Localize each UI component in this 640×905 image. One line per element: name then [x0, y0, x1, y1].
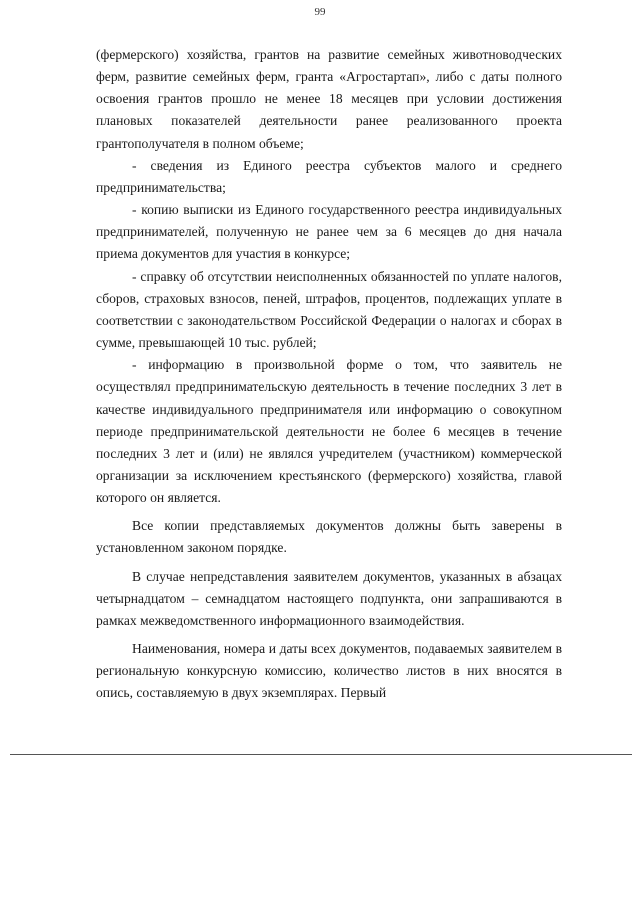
paragraph-continuation: (фермерского) хозяйства, грантов на развитие семейных животноводческих ферм, развитие семейных ферм, гранта «Агростартап», либо с даты полного освоения грантов прошло не менее 18 месяцев при условии достижения плановых показателей деятельности ранее реализованного проекта грантополучателя в полном объеме; — [96, 47, 562, 151]
page-number: 99 — [314, 6, 326, 18]
paragraph-copies-certified: Все копии представляемых документов должны быть заверены в установленном законом порядке. — [96, 518, 562, 556]
list-item-activity-info: - информацию в произвольной форме о том, что заявитель не осуществлял предпринимательскую деятельность в течение последних 3 лет в качестве индивидуального предпринимателя или информацию о совокупном периоде предпринимательской деятельности не более 6 месяцев в течение последних 3 лет и (или) не являлся учредителем (участником) коммерческой организации за исключением крестьянского (фермерского) хозяйства, главой которого он является. — [96, 357, 562, 506]
list-item-egrip-extract: - копию выписки из Единого государственного реестра индивидуальных предпринимателей, полученную не ранее чем за 6 месяцев до дня начала приема документов для участия в конкурсе; — [96, 202, 562, 262]
paragraph-interagency-request: В случае непредставления заявителем документов, указанных в абзацах четырнадцатом – семнадцатом настоящего подпункта, они запрашиваются в рамках межведомственного информационного взаимодействия. — [96, 568, 562, 628]
list-item-smb-registry: - сведения из Единого реестра субъектов малого и среднего предпринимательства; — [96, 157, 562, 195]
document-body — [96, 44, 562, 705]
list-item-tax-certificate: - справку об отсутствии неисполненных обязанностей по уплате налогов, сборов, страховых взносов, пеней, штрафов, процентов, подлежащих уплате в соответствии с законодательством Российской Федерации о налогах и сборах в сумме, превышающей 10 тыс. рублей; — [96, 268, 562, 351]
paragraph-inventory: Наименования, номера и даты всех документов, подаваемых заявителем в региональную конкурсную комиссию, количество листов в них вносятся в опись, составляемую в двух экземплярах. Первый — [96, 641, 562, 701]
page-bottom-rule — [10, 754, 632, 755]
